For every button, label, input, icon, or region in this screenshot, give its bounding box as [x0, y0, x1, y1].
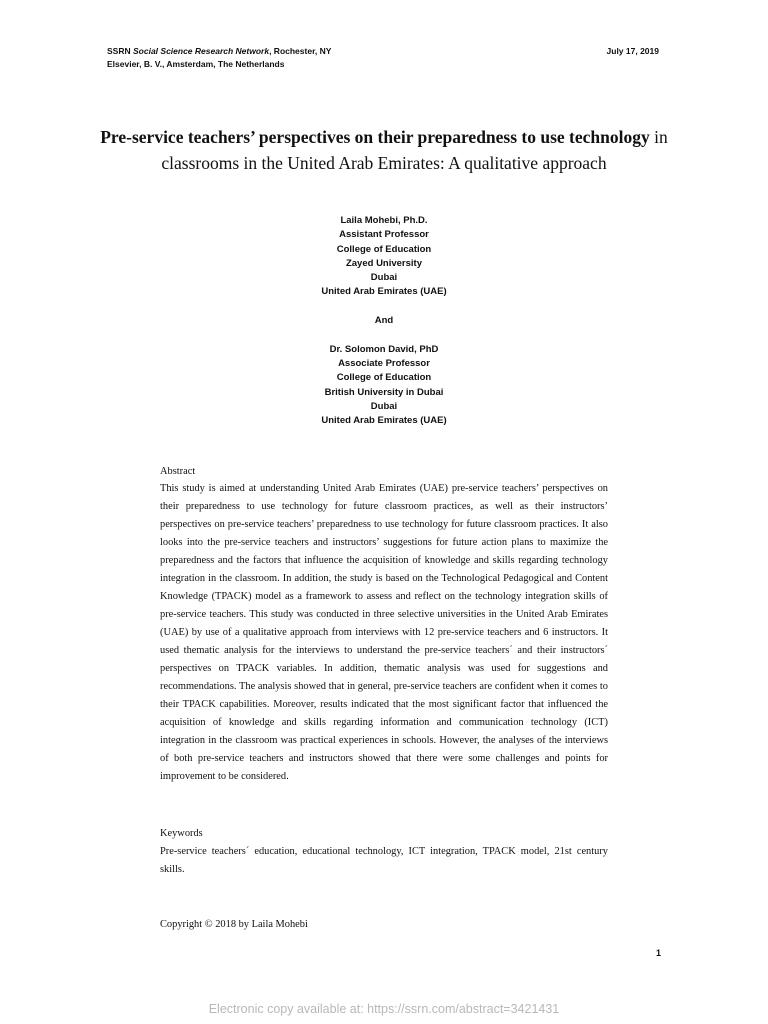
keywords-text: Pre-service teachers´ education, educational technology, ICT integration, TPACK model, 21st century skills.: [160, 846, 608, 875]
publisher-italic: Social Science Research Network: [133, 46, 270, 56]
author-line: United Arab Emirates (UAE): [321, 286, 447, 298]
author-line: Assistant Professor: [339, 229, 429, 241]
author-line: Associate Professor: [338, 357, 430, 369]
header-line-1: [107, 45, 331, 58]
keywords-heading: Keywords: [160, 828, 203, 839]
paper-title: [80, 124, 688, 176]
author-line: College of Education: [336, 243, 432, 255]
publisher-location: , Rochester, NY: [269, 46, 332, 56]
author-2: [184, 343, 584, 429]
title-rest: in classrooms in the United Arab Emirates: A qualitative approach: [161, 127, 668, 173]
author-conjunction: And: [374, 315, 394, 327]
title-bold: Pre-service teachers’ perspectives on their preparedness to use technology: [100, 127, 650, 147]
page-number: 1: [655, 948, 661, 958]
ssrn-footer: Electronic copy available at: https://ssrn.com/abstract=3421431: [208, 1002, 560, 1016]
author-line: Dubai: [370, 400, 398, 412]
author-block: [184, 214, 584, 428]
author-line: Dr. Solomon David, PhD: [329, 343, 439, 355]
author-line: Dubai: [370, 272, 398, 284]
author-line: College of Education: [336, 372, 432, 384]
copyright-notice: Copyright © 2018 by Laila Mohebi: [160, 919, 308, 930]
author-line: Zayed University: [345, 257, 423, 269]
abstract-text: This study is aimed at understanding United Arab Emirates (UAE) pre-service teachers’ perspectives on their preparedness to use technology for future classroom practices, as well as their instructors’ perspectives on pre-service teachers’ preparedness to use technology for future classroom practices. It also looks into the pre-service teachers and instructors’ suggestions for future action plans to maximize the preparedness and the factors that influence the acquisition of knowledge and skills regarding technology integration in the classroom. In addition, the study is based on the Technological Pedagogical and Content Knowledge (TPACK) model as a framework to assess and reflect on the technology integration skills of pre-service teachers. This study was conducted in three selective universities in the United Arab Emirates (UAE) by use of a qualitative approach from interviews with 12 pre-service teachers and 6 instructors. It used thematic analysis for the interviews to understand the pre-service teachers´ and their instructors´ perspectives on TPACK variables. In addition, thematic analysis was used for suggestions and recommendations. The analysis showed that in general, pre-service teachers are confident when it comes to their TPACK capabilities. Moreover, results indicated that the most significant factor that influenced the acquisition of knowledge and skills regarding information and communication technology (ICT) integration in the classroom was practical experiences in schools. However, the analyses of the interviews of both pre-service teachers and instructors showed that there were some challenges and points for improvement to be considered.: [160, 483, 608, 783]
abstract-heading: Abstract: [160, 466, 196, 477]
publisher-name: SSRN: [107, 46, 131, 56]
author-line: British University in Dubai: [324, 386, 444, 398]
author-1: [184, 214, 584, 300]
header-publisher: [107, 45, 331, 71]
header-line-2: Elsevier, B. V., Amsterdam, The Netherlands: [107, 59, 285, 69]
author-line: Laila Mohebi, Ph.D.: [340, 215, 428, 226]
author-line: United Arab Emirates (UAE): [321, 415, 447, 427]
header-date: July 17, 2019: [606, 46, 659, 56]
